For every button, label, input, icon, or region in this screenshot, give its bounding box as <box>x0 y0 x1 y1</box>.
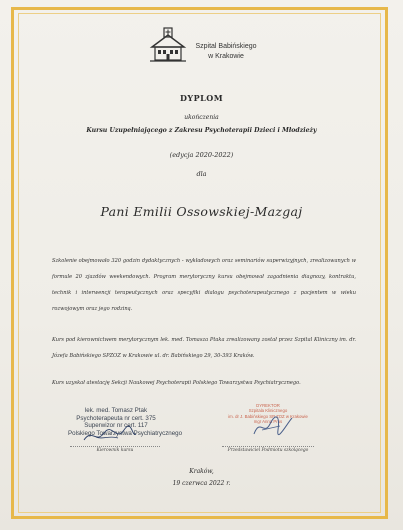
course-name: Kursu Uzupełniającego z Zakresu Psychoterapii Dzieci i Młodzieży <box>86 127 317 134</box>
recipient-name: Pani Emilii Ossowskiej-Mazgaj <box>100 204 303 219</box>
signature-line-left <box>70 446 160 447</box>
signature-line-right <box>222 446 314 447</box>
issue-date: 19 czerwca 2022 r. <box>172 480 231 487</box>
stamp-line: DYREKTOR <box>256 403 280 408</box>
paragraph-program: Szkolenie obejmowało 320 godzin dydaktycznych - wykładowych oraz seminariów superwizyjnych, zrealizowanych w formule 20 zjazdów weekendowych. Program merytoryczny kursu obejmował zagadnienia diagnozy, kontraktu, technik i interwencji terapeutycznych oraz specyfiki dialogu psychoterapeutycznego z pacjentem w wieku rozwojowym oraz jego rodziną. <box>52 258 356 312</box>
stamp-line: Superwizor nr cert. 117 <box>84 422 148 429</box>
diploma-title: DYPLOM <box>179 93 224 103</box>
logo-hospital-city: w Krakowie <box>208 53 244 60</box>
hospital-building-icon <box>148 25 188 65</box>
stamp-line: mgr Anna Prus <box>253 419 283 425</box>
paragraph-organizer: Kurs pod kierownictwem merytorycznym lek. med. Tomasza Ptaka zrealizowany został przez Szpital Kliniczny im. dr. Józefa Babińskiego SPZOZ w Krakowie ul. dr. Babińskiego 29, 30-393 Kraków. <box>52 337 356 359</box>
logo-hospital-name: Szpital Babińskiego <box>195 43 257 50</box>
signature-label-course-director: Kierownik kursu <box>96 448 134 453</box>
stamp-line: Szpitala Klinicznego <box>248 408 288 414</box>
signature-course-director <box>78 424 140 446</box>
issue-place: Kraków, <box>189 468 214 475</box>
stamp-line: lek. med. Tomasz Ptak <box>84 407 148 414</box>
course-edition: (edycja 2020-2022) <box>169 151 234 159</box>
stamp-line: Polskiego Towarzystwa Psychiatrycznego <box>68 429 183 437</box>
stamp-line: im. dr J. Babińskiego SP ZOZ w Krakowie <box>228 413 308 419</box>
signature-label-training-entity: Przedstawiciel Podmiotu szkolącego <box>227 448 309 453</box>
subtitle-completion: ukończenia <box>184 114 219 121</box>
signature-director <box>250 412 294 440</box>
subtitle-for: dla <box>196 170 207 178</box>
paragraph-accreditation: Kurs uzyskał atestację Sekcji Naukowej Psychoterapii Polskiego Towarzystwa Psychiatrycznego. <box>52 380 301 386</box>
stamp-line: Psychoterapeuta nr cert. 375 <box>76 414 156 422</box>
